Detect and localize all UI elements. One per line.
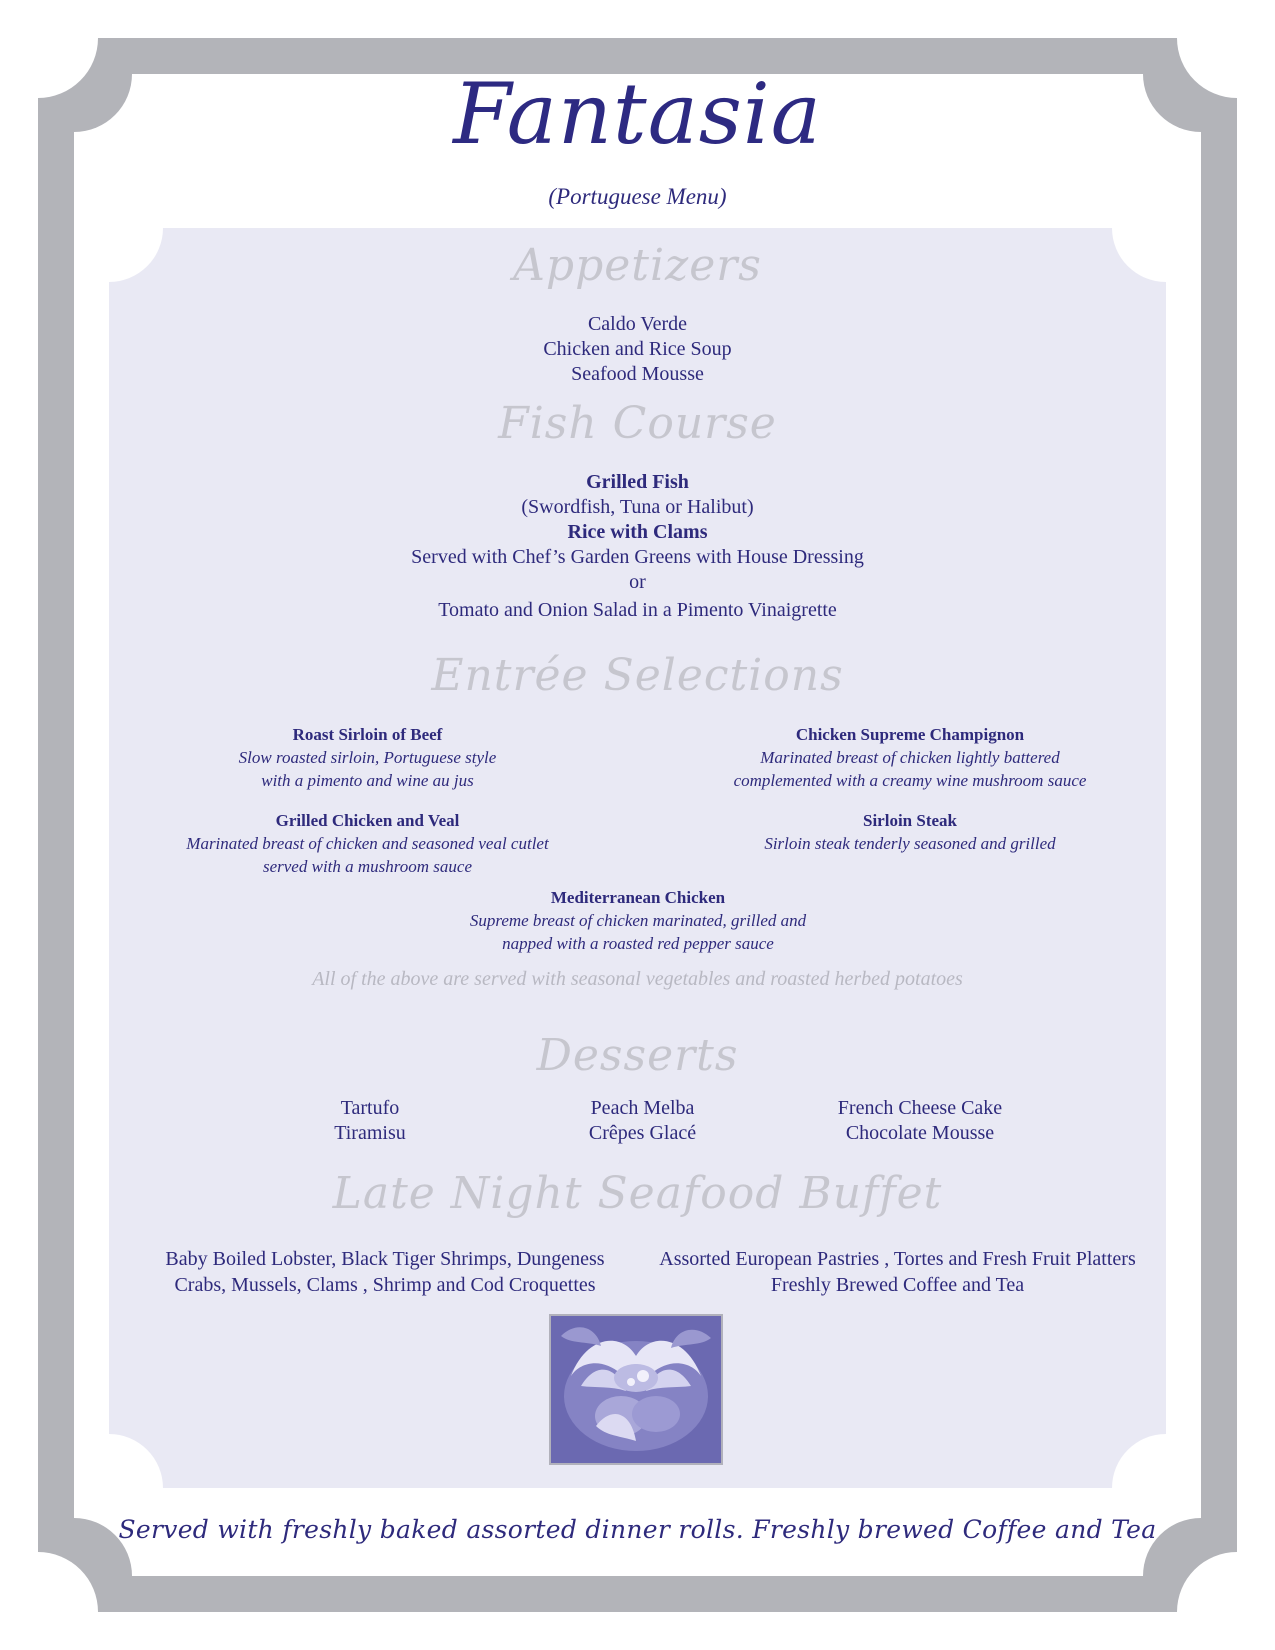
seafood-photo [549, 1314, 723, 1465]
dessert-item: French Cheese Cake [837, 1097, 1003, 1119]
entree-desc: Marinated breast of chicken lightly battered [760, 748, 1060, 767]
appetizer-item: Chicken and Rice Soup [543, 338, 732, 360]
entree-desc: napped with a roasted red pepper sauce [502, 934, 774, 953]
entree-desc: Supreme breast of chicken marinated, grilled and [469, 911, 807, 930]
fish-item-desc: (Swordfish, Tuna or Halibut) [521, 496, 754, 518]
entree-desc: Sirloin steak tenderly seasoned and grilled [764, 834, 1056, 853]
entree-name: Roast Sirloin of Beef [292, 725, 443, 744]
entree-served-note: All of the above are served with seasonal vegetables and roasted herbed potatoes [312, 968, 963, 990]
entree-name: Grilled Chicken and Veal [275, 811, 460, 830]
entree-desc: Marinated breast of chicken and seasoned veal cutlet [186, 834, 549, 853]
fish-course-list [0, 470, 1275, 623]
fish-course-heading: Fish Course [498, 398, 777, 449]
buffet-right-column [640, 1246, 1155, 1298]
dessert-item: Peach Melba [590, 1097, 695, 1119]
dessert-item: Chocolate Mousse [845, 1122, 995, 1144]
fish-salad: Tomato and Onion Salad in a Pimento Vinaigrette [438, 599, 837, 621]
fish-served-with: Served with Chef’s Garden Greens with House Dressing [411, 546, 864, 568]
appetizer-item: Caldo Verde [587, 313, 688, 335]
entree-desc: served with a mushroom sauce [262, 857, 472, 876]
menu-footer: Served with freshly baked assorted dinner rolls. Freshly brewed Coffee and Tea [118, 1515, 1157, 1544]
appetizers-list [0, 312, 1275, 387]
dessert-item: Tiramisu [334, 1122, 406, 1144]
entree-item [680, 809, 1140, 855]
dessert-item: Tartufo [340, 1097, 400, 1119]
entree-item [150, 723, 585, 792]
fish-item-name: Grilled Fish [586, 471, 689, 493]
fish-item-name: Rice with Clams [567, 521, 708, 543]
entree-item [150, 809, 585, 878]
dessert-column [270, 1096, 470, 1146]
dessert-column [800, 1096, 1040, 1146]
dessert-column [540, 1096, 745, 1146]
entree-heading: Entrée Selections [431, 650, 844, 701]
buffet-line: Baby Boiled Lobster, Black Tiger Shrimps, Dungeness [165, 1248, 605, 1270]
seafood-photo-image [551, 1316, 721, 1463]
entree-desc: with a pimento and wine au jus [261, 771, 474, 790]
buffet-line: Crabs, Mussels, Clams , Shrimp and Cod Croquettes [174, 1274, 596, 1296]
entree-name: Chicken Supreme Champignon [795, 725, 1025, 744]
desserts-heading: Desserts [536, 1030, 739, 1081]
menu-subtitle: (Portuguese Menu) [548, 184, 727, 209]
buffet-line: Assorted European Pastries , Tortes and Fresh Fruit Platters [659, 1248, 1136, 1270]
dessert-item: Crêpes Glacé [588, 1122, 697, 1144]
entree-desc: Slow roasted sirloin, Portuguese style [238, 748, 497, 767]
buffet-left-column [120, 1246, 650, 1298]
entree-item [680, 723, 1140, 792]
entree-name: Sirloin Steak [863, 811, 957, 830]
entree-item [388, 886, 888, 955]
buffet-line: Freshly Brewed Coffee and Tea [770, 1274, 1025, 1296]
buffet-heading: Late Night Seafood Buffet [332, 1168, 943, 1219]
fish-or: or [629, 571, 646, 593]
appetizer-item: Seafood Mousse [571, 363, 704, 385]
appetizers-heading: Appetizers [513, 240, 762, 291]
entree-name: Mediterranean Chicken [550, 888, 726, 907]
entree-desc: complemented with a creamy wine mushroom sauce [733, 771, 1087, 790]
menu-title: Fantasia [453, 65, 822, 163]
